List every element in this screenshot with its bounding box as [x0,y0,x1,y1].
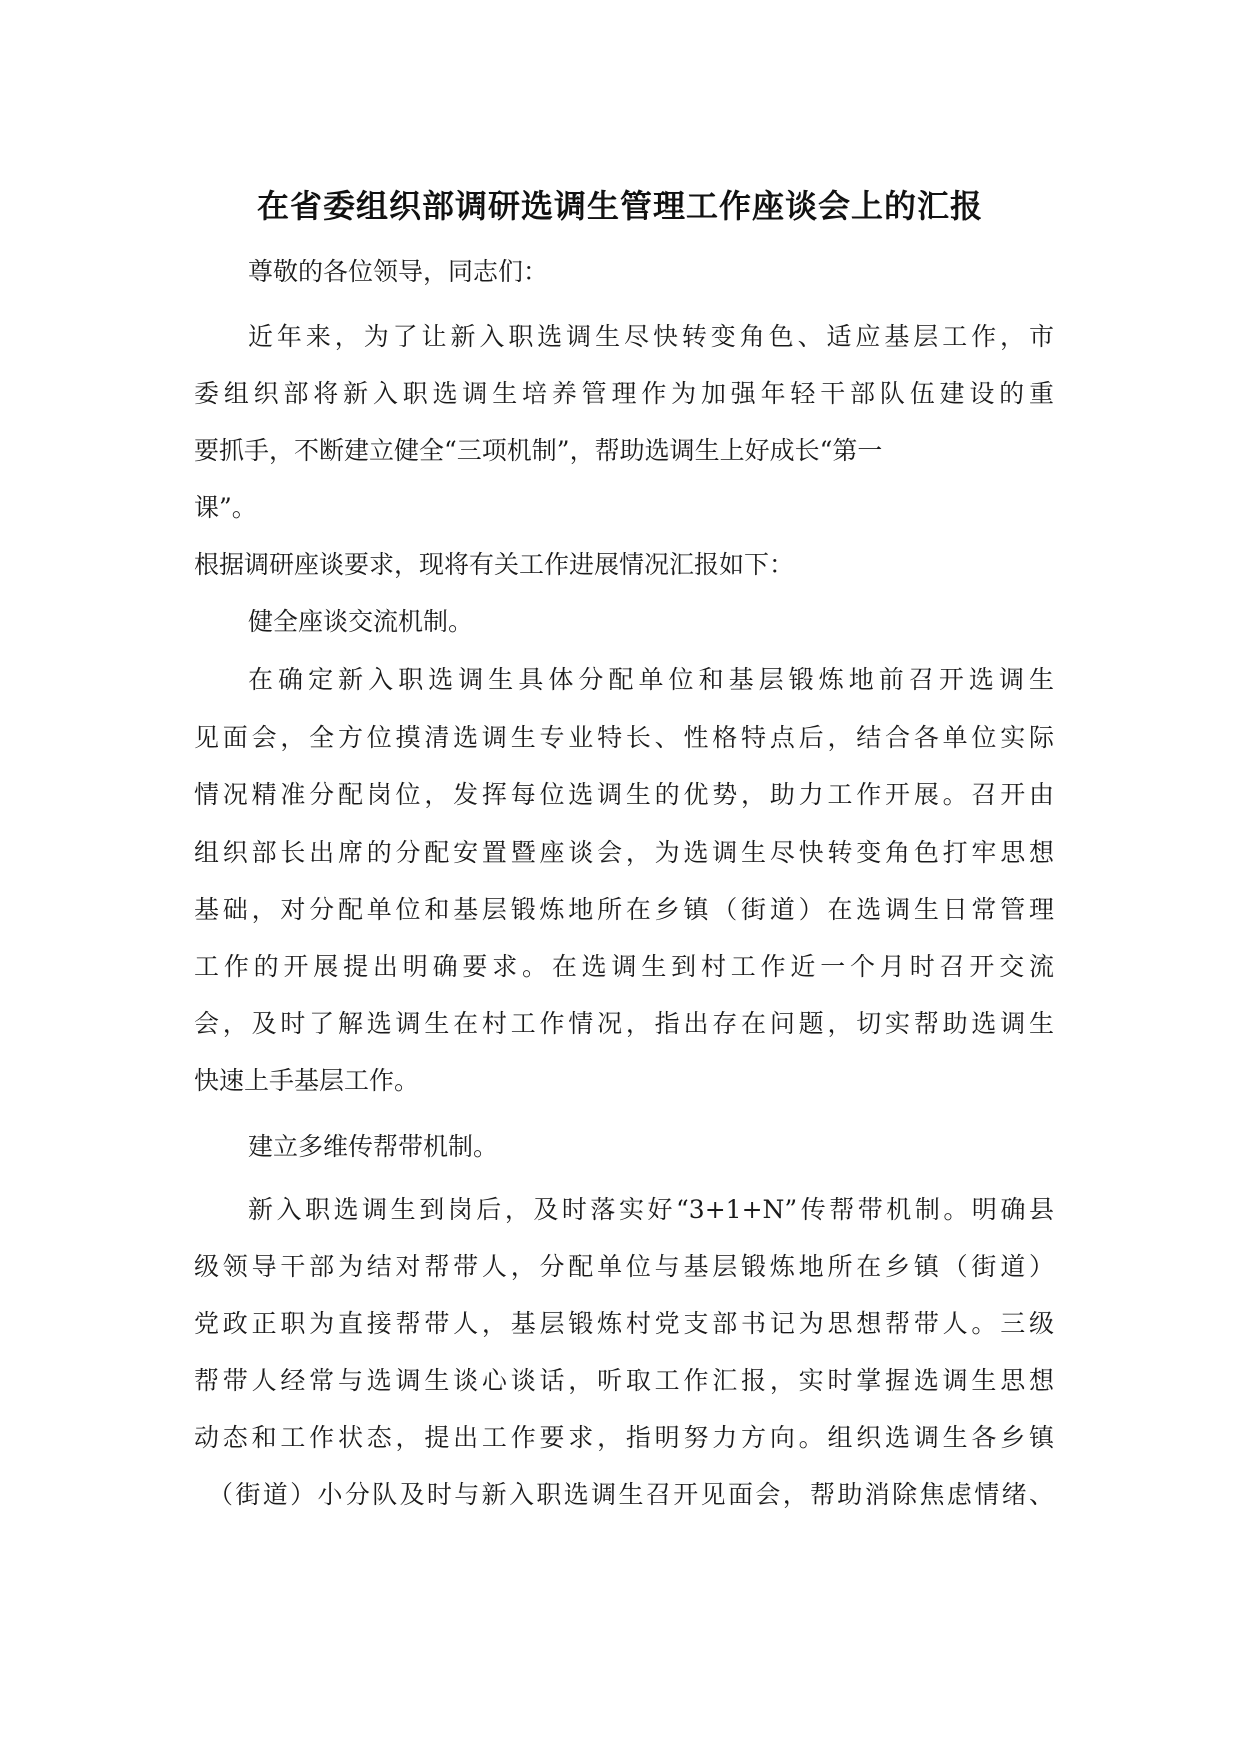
body-line: 工作的开展提出明确要求。在选调生到村工作近一个月时召开交流 [194,952,1054,981]
section-heading: 健全座谈交流机制。 [248,607,474,636]
body-line: 根据调研座谈要求，现将有关工作进展情况汇报如下： [194,550,795,579]
body-line: 要抓手，不断建立健全“三项机制”，帮助选调生上好成长“第一 [194,436,883,465]
body-line: 级领导干部为结对帮带人，分配单位与基层锻炼地所在乡镇（街道） [194,1252,1054,1281]
body-line: 党政正职为直接帮带人，基层锻炼村党支部书记为思想帮带人。三级 [194,1309,1054,1338]
salutation: 尊敬的各位领导，同志们： [248,257,549,286]
body-line: 见面会，全方位摸清选调生专业特长、性格特点后，结合各单位实际 [194,723,1054,752]
body-line: 基础，对分配单位和基层锻炼地所在乡镇（街道）在选调生日常管理 [194,895,1054,924]
body-line: 近年来，为了让新入职选调生尽快转变角色、适应基层工作，市 [248,322,1054,351]
body-line: 委组织部将新入职选调生培养管理作为加强年轻干部队伍建设的重 [194,379,1054,408]
body-line: 会，及时了解选调生在村工作情况，指出存在问题，切实帮助选调生 [194,1009,1054,1038]
body-line: 情况精准分配岗位，发挥每位选调生的优势，助力工作开展。召开由 [194,780,1054,809]
body-line: （街道）小分队及时与新入职选调生召开见面会，帮助消除焦虑情绪、 [208,1480,1054,1509]
body-line: 课”。 [194,493,257,522]
body-line: 帮带人经常与选调生谈心谈话，听取工作汇报，实时掌握选调生思想 [194,1366,1054,1395]
body-line: 新入职选调生到岗后，及时落实好“3+1+N”传帮带机制。明确县 [248,1195,1054,1224]
document-title: 在省委组织部调研选调生管理工作座谈会上的汇报 [256,187,983,225]
body-line: 快速上手基层工作。 [194,1066,420,1095]
section-heading: 建立多维传帮带机制。 [248,1132,499,1161]
body-line: 动态和工作状态，提出工作要求，指明努力方向。组织选调生各乡镇 [194,1423,1054,1452]
body-line: 在确定新入职选调生具体分配单位和基层锻炼地前召开选调生 [248,665,1054,694]
body-line: 组织部长出席的分配安置暨座谈会，为选调生尽快转变角色打牢思想 [194,838,1054,867]
